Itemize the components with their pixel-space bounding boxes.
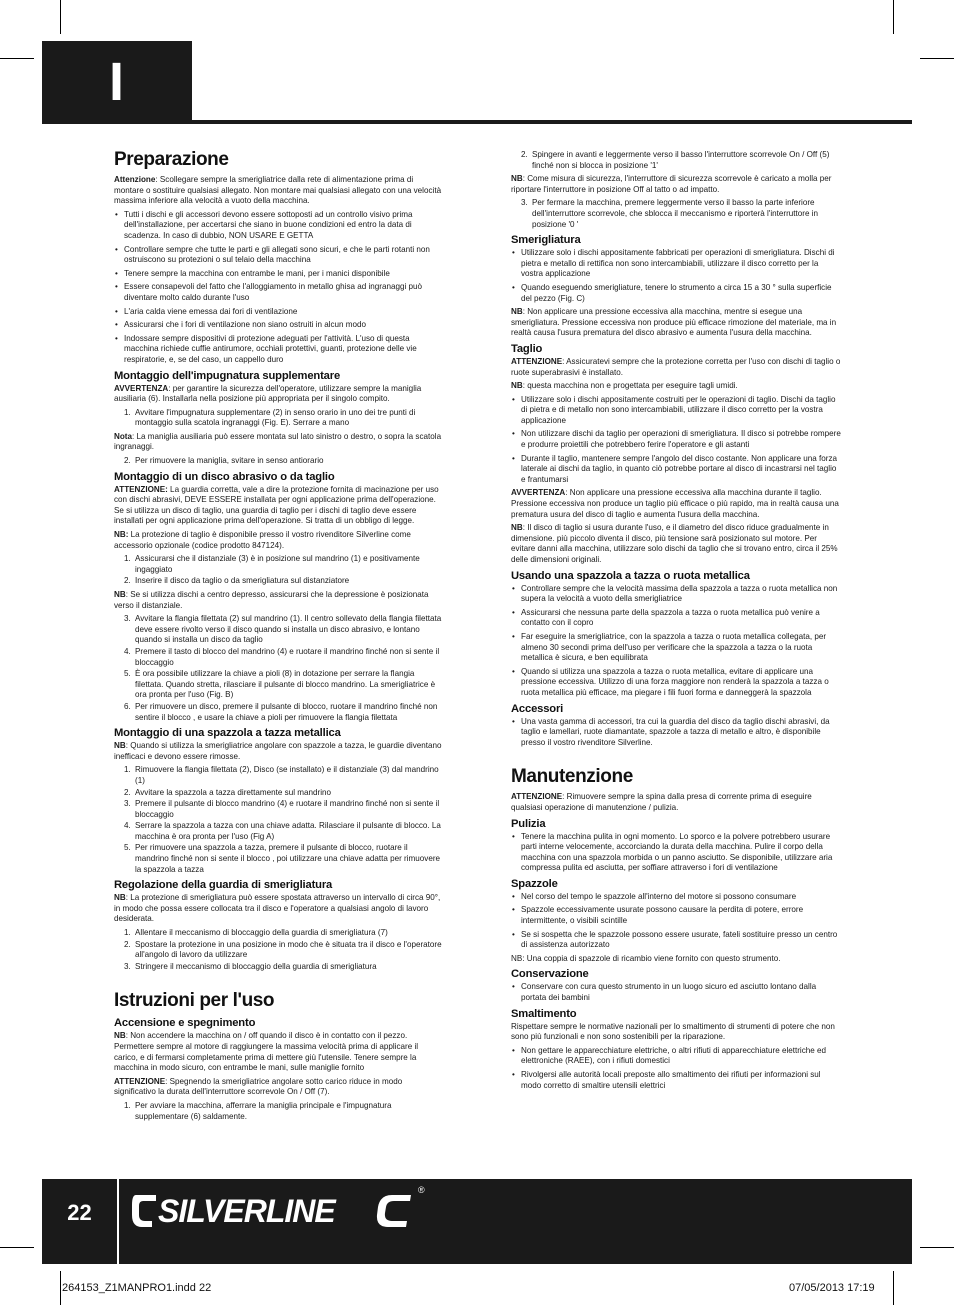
list-item: 2. Inserire il disco da taglio o da smerigliatura sul distanziatore — [124, 576, 350, 586]
list-item: 2. Per rimuovere la maniglia, svitare in senso antiorario — [124, 456, 324, 466]
list-item: • Conservare con cura questo strumento in un luogo sicuro ed asciutto lontano dalla portata dei bambini — [511, 982, 842, 1003]
list-item: • Spazzole eccessivamente usurate possono causare la perdita di potere, errore intermittente, o visibili scintille — [511, 905, 842, 926]
list-item: 3. Premere il pulsante di blocco mandrino (4) e ruotare il mandrino finché non si sente il bloccaggio — [124, 799, 440, 819]
date-slug: 07/05/2013 17:19 — [789, 1282, 875, 1294]
language-tab: I — [42, 41, 192, 124]
subsection-title: Montaggio dell'impugnatura supplementare — [114, 369, 341, 382]
crop-mark — [920, 58, 954, 59]
numbered-list — [114, 554, 442, 587]
numbered-list — [114, 408, 442, 429]
section-title-preparazione: Preparazione — [114, 149, 229, 170]
paragraph: AVVERTENZA: per garantire la sicurezza dell'operatore, utilizzare sempre la maniglia ausiliaria (6). Installarla nella posizione più appropriata per il singolo compito. — [114, 383, 422, 404]
numbered-list — [114, 928, 442, 972]
list-item: • Utilizzare solo i dischi appositamente fabbricati per operazioni di smerigliatura. Dischi di pietra e metallo di rettifica non sono intercambiabili, utilizzare il disco corretto per la vostra applicazione — [511, 248, 842, 280]
paragraph: Attenzione: Scollegare sempre la smerigliatrice dalla rete di alimentazione prima di montare o sostituire qualsiasi allegato. Non montare mai qualsiasi allegato con una velocità massima inferiore alla velocità a vuoto della macchina. — [114, 175, 442, 206]
crop-mark — [0, 58, 34, 59]
list-item: 1. Allentare il meccanismo di bloccaggio della guardia di smerigliatura (7) — [124, 928, 388, 938]
list-item: 1. Per avviare la macchina, afferrare la maniglia principale e l'impugnatura supplementare (6) saldamente. — [124, 1100, 392, 1121]
list-item: 2. Spingere in avanti e leggermente verso il basso l'interruttore scorrevole On / Off (5) finché non si blocca in posizione '1' — [521, 150, 830, 170]
footer-bar — [42, 1179, 912, 1264]
list-item: 3. Per fermare la macchina, premere leggermente verso il basso la parte inferiore dell'interruttore scorrevole, che sblocca il meccanismo e riporterà l'interruttore in posizione '0 ' — [521, 198, 819, 229]
list-item: 4. Serrare la spazzola a tazza con una chiave adatta. Rilasciare il pulsante di blocco. La macchina è ora pronta per l'uso (Fig A) — [124, 821, 441, 841]
right-column — [511, 150, 842, 1094]
list-item: • Utilizzare solo i dischi appositamente costruiti per le operazioni di taglio. Dischi da taglio di pietra e di metallo non sono intercambiabili, utilizzare il disco corretto per la vostra applicazione — [511, 395, 842, 427]
subsection-title: Conservazione — [511, 968, 589, 981]
crop-mark — [0, 1247, 34, 1248]
bullet-list — [511, 584, 842, 699]
paragraph: ATTENZIONE: Spegnendo la smerigliatrice angolare sotto carico riduce in modo significativo la durata dell'interruttore scorrevole On / Off (7). — [114, 1076, 403, 1097]
paragraph: NB: Non accendere la macchina on / off quando il disco è in contatto con il pezzo. Permettere sempre al motore di raggiungere la massima velocità prima di applicare il carico, e di fermarsi completamente prima di mettere giù l'utensile. Tenere sempre la macchina in modo sicuro, con entrambe le mani, sulle maniglie fornito — [114, 1031, 419, 1073]
list-item: • Assicurarsi che i fori di ventilazione non siano ostruiti in alcun modo — [114, 320, 442, 331]
paragraph: ATTENZIONE: Rimuovere sempre la spina dalla presa di corrente prima di eseguire qualsiasi operazione di manutenzione / pulizia. — [511, 792, 812, 812]
list-item: 5. È ora possibile utilizzare la chiave a pioli (8) in dotazione per serrare la flangia filettata. Quando stretta, rilasciare il pulsante di blocco mandrino. La smerigliatrice è ora pronta per l'uso (Fig. B) — [124, 669, 436, 700]
list-item: 2. Spostare la protezione in una posizione in modo che è situata tra il disco e l'operatore all'angolo di lavoro da utilizzare — [124, 939, 442, 960]
crop-mark — [893, 1271, 894, 1305]
paragraph: Rispettare sempre le normative nazionali per lo smaltimento di strumenti di potere che non sono più funzionali e non sono sostenibili per la riparazione. — [511, 1021, 835, 1042]
silverline-logo — [130, 1185, 430, 1233]
numbered-list — [114, 765, 442, 875]
list-item: • Se si sospetta che le spazzole possono essere usurate, fateli sostituire presso un centro di assistenza autorizzato — [511, 930, 842, 951]
list-item: • Rivolgersi alle autorità locali preposte allo smaltimento dei rifiuti per informazioni sul modo corretto di smaltire utensili elettrici — [511, 1070, 842, 1091]
subsection-title: Regolazione della guardia di smerigliatura — [114, 879, 333, 892]
list-item: • Far eseguire la smerigliatrice, con la spazzola a tazza o ruota metallica collegata, per almeno 30 secondi prima dell'uso per verificare che la spazzola a tazza o la ruota metallica è sicura, e ben equilibrata — [511, 632, 842, 664]
paragraph: NB: Una coppia di spazzole di ricambio viene fornito con questo strumento. — [511, 953, 781, 963]
paragraph: NB: questa macchina non e progettata per eseguire tagli umidi. — [511, 381, 738, 391]
bullet-list — [511, 832, 842, 874]
numbered-list — [511, 198, 842, 230]
section-title-manutenzione: Manutenzione — [511, 766, 633, 788]
bullet-list — [511, 982, 842, 1003]
bullet-list — [511, 248, 842, 304]
crop-mark — [60, 1271, 61, 1305]
bullet-list — [114, 210, 442, 366]
list-item: • Tenere la macchina pulita in ogni momento. Lo sporco e la polvere potrebbero usurare parti interne velocemente, accorciando la durata della macchina. Pulire il corpo della macchina con una spazzola morbida o un panno asciutto. Se disponibile, utilizzare aria compressa pulita ed asciutta, per soffiare attraverso i fori di ventilazione — [511, 832, 842, 874]
list-item: 1. Avvitare l'impugnatura supplementare (2) in senso orario in uno dei tre punti di montaggio sulla scatola ingranaggi (Fig. E). Serrare a mano — [124, 407, 416, 428]
paragraph: NB: La protezione di smerigliatura può essere spostata attraverso un intervallo di circa 90°, in modo che possa essere collocata tra il disco e l'operatore a qualsiasi angolo di lavoro desiderata. — [114, 893, 441, 924]
numbered-list — [114, 614, 442, 723]
bullet-list — [511, 1046, 842, 1091]
list-item: 6. Per rimuovere un disco, premere il pulsante di blocco, ruotare il mandrino finché non sentire il blocco , e usare la chiave a pioli per rimuovere la flangia filettata — [124, 701, 438, 722]
list-item: • Nel corso del tempo le spazzole all'interno del motore si possono consumare — [511, 892, 842, 903]
paragraph: Nota: La maniglia ausiliaria può essere montata sul lato sinistro o destro, o sopra la scatola ingranaggi. — [114, 431, 442, 452]
numbered-list — [114, 1101, 442, 1122]
subsection-title: Spazzole — [511, 877, 558, 890]
list-item: • Controllare sempre che tutte le parti e gli allegati sono sicuri, e che le parti rotanti non ostruiscono su protezioni o sul telaio della macchina — [114, 245, 442, 266]
list-item: • Tutti i dischi e gli accessori devono essere sottoposti ad un controllo visivo prima dell'installazione, per accertarsi che siano in buone condizioni ed entro la data di scadenza. In caso di dubbio, NON USARE E GETTA — [114, 210, 442, 242]
list-item: • Quando si utilizza una spazzola a tazza o ruota metallica, evitare di applicare una pressione eccessiva. Utilizzo di una forza maggiore non renderà la spazzola a tazza o ruota metallica più efficace, ma piegare i fili fuori forma e danneggerà la spazzola — [511, 667, 842, 699]
paragraph: ATTENZIONE: Assicuratevi sempre che la protezione corretta per l'uso con dischi di taglio o ruote superabrasivi è installato. — [511, 356, 841, 377]
registered-mark: ® — [418, 1185, 425, 1195]
paragraph: NB: Quando si utilizza la smerigliatrice angolare con spazzole a tazza, le guardie diventano inefficaci e devono essere rimosse. — [114, 741, 442, 761]
page-number: 22 — [67, 1200, 92, 1225]
numbered-list — [511, 150, 842, 171]
paragraph: NB: Il disco di taglio si usura durante l'uso, e il diametro del disco riduce gradualmente in dimensione. più piccolo diventa il disco, più tensione sarà posizionato sul motore. Per evitare danni alla macchina, utilizzare solo dischi da taglio che si trovano entro, circa il 25% delle dimensioni originali. — [511, 523, 838, 564]
bullet-list — [511, 395, 842, 486]
subsection-title: Taglio — [511, 342, 543, 355]
section-title-istruzioni: Istruzioni per l'uso — [114, 990, 275, 1012]
header-rule — [192, 120, 912, 124]
bullet-list — [511, 892, 842, 951]
list-item: • Essere consapevoli del fatto che l'alloggiamento in metallo ghisa ad ingranaggi può diventare molto caldo durante l'uso — [114, 282, 442, 303]
list-item: 1. Rimuovere la flangia filettata (2), Disco (se installato) e il distanziale (3) dal mandrino (1) — [124, 765, 439, 785]
subsection-title: Montaggio di un disco abrasivo o da taglio — [114, 470, 335, 483]
list-item: • Una vasta gamma di accessori, tra cui la guardia del disco da taglio dischi abrasivi, da taglio e lamellari, ruote diamantate, spazzole a tazza di metallo e altro, è disponibile presso il vostro rivenditore Silverline. — [511, 717, 842, 749]
list-item: • Non gettare le apparecchiature elettriche, o altri rifiuti di apparecchiature elettriche ed elettroniche (RAEE), con i rifiuti domestici — [511, 1046, 842, 1067]
paragraph: NB: Come misura di sicurezza, l'interruttore di sicurezza scorrevole è caricato a molla per riportare l'interruttore in posizione Off al tatto o ad impatto. — [511, 174, 832, 194]
list-item: • Durante il taglio, mantenere sempre l'angolo del disco costante. Non applicare una forza laterale ai dischi da taglio, in quanto ciò potrebbe portare al disco di incastrarsi nel taglio e frantumarsi — [511, 454, 842, 486]
crop-mark — [60, 0, 61, 34]
paragraph: AVVERTENZA: Non applicare una pressione eccessiva alla macchina durante il taglio. Pressione eccessiva non produce un taglio più efficace o più rapido, ma in realtà causa una prematura usura del disco di taglio e aumenta l'usura della macchina. — [511, 488, 839, 519]
list-item: • Quando eseguendo smerigliature, tenere lo strumento a circa 15 a 30 ° sulla superficie del pezzo (Fig. C) — [511, 283, 842, 304]
list-item: • Assicurarsi che nessuna parte della spazzola a tazza o ruota metallica può venire a contatto con il copro — [511, 608, 842, 629]
list-item: • Non utilizzare dischi da taglio per operazioni di smerigliatura. Il disco si potrebbe rompere e produrre proiettili che potrebbero ferire l'operatore e gli astanti — [511, 429, 842, 450]
paragraph: NB: Non applicare una pressione eccessiva alla macchina, mentre si esegue una smerigliatura. Pressione eccessiva non produce più efficace rimozione del materiale, ma in realtà causa l'usura prematura del disco abrasivo e aumenta l'usura della macchina. — [511, 307, 837, 338]
logo-wordmark: SILVERLINE — [158, 1193, 335, 1229]
list-item: 3. Avvitare la flangia filettata (2) sul mandrino (1). Il centro sollevato della flangia filettata deve essere rivolto verso il disco quando si installa un disco abrasivo, e lontano quando si installa un disco da taglio — [124, 614, 442, 645]
crop-mark — [920, 1247, 954, 1248]
footer-divider — [117, 1179, 119, 1264]
list-item: 2. Avvitare la spazzola a tazza direttamente sul mandrino — [124, 787, 332, 797]
subsection-title: Accessori — [511, 702, 564, 715]
subsection-title: Accensione e spegnimento — [114, 1017, 256, 1030]
list-item: 1. Assicurarsi che il distanziale (3) è in posizione sul mandrino (1) e positivamente ingaggiato — [124, 554, 420, 574]
paragraph: NB: Se si utilizza dischi a centro depresso, assicurarsi che la depressione è posizionata verso il distanziale. — [114, 590, 429, 610]
subsection-title: Smaltimento — [511, 1007, 577, 1020]
subsection-title: Pulizia — [511, 817, 546, 830]
subsection-title: Usando una spazzola a tazza o ruota metallica — [511, 569, 750, 582]
crop-mark — [893, 0, 894, 34]
subsection-title: Smerigliatura — [511, 234, 581, 247]
list-item: • L'aria calda viene emessa dai fori di ventilazione — [114, 307, 442, 318]
list-item: • Tenere sempre la macchina con entrambe le mani, per i manici disponibile — [114, 269, 442, 280]
list-item: • Controllare sempre che la velocità massima della spazzola a tazza o ruota metallica non supera la velocità a vuoto della smerigliatrice — [511, 584, 842, 605]
list-item: 5. Per rimuovere una spazzola a tazza, premere il pulsante di blocco, ruotare il mandrino finché non si sente il blocco , poi utilizzare una chiave adatta per rimuovere la spazzola a tazza — [124, 843, 441, 874]
left-column — [114, 148, 442, 1125]
paragraph: ATTENZIONE: La guardia corretta, vale a dire la protezione fornita di macinazione per uso con dischi abrasivi, DEVE ESSERE installata per ogni applicazione prima dell'operazione. Se si utilizza un disco di taglio, una guardia di taglio per i dischi di taglio deve essere installati per ogni applicazione prima dell'operazione. Si tratta di un obbligo di legge. — [114, 484, 439, 526]
paragraph: NB: La protezione di taglio è disponibile presso il vostro rivenditore Silverline come accessorio opzionale (codice prodotto 847124). — [114, 530, 411, 550]
list-item: 3. Stringere il meccanismo di bloccaggio della guardia di smerigliatura — [124, 961, 377, 971]
file-slug: 264153_Z1MANPRO1.indd 22 — [62, 1282, 212, 1294]
list-item: • Indossare sempre dispositivi di protezione adeguati per l'attività. L'uso di questa macchina richiede cuffie antirumore, occhiali protettivi, guanti, protezione delle vie respiratorie, e, se del caso, un cappello duro — [114, 334, 442, 366]
bullet-list — [511, 717, 842, 749]
list-item: 4. Premere il tasto di blocco del mandrino (4) e ruotare il mandrino finché non si sente il bloccaggio — [124, 646, 440, 667]
numbered-list — [114, 456, 442, 467]
subsection-title: Montaggio di una spazzola a tazza metallica — [114, 727, 341, 740]
